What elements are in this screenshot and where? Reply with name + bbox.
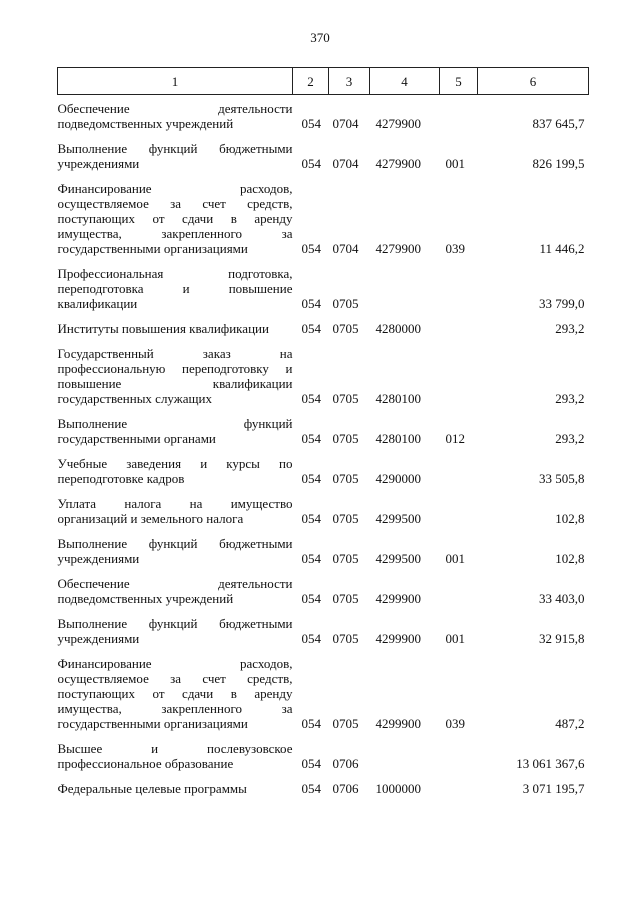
row-target-item-code: 4279900 bbox=[375, 156, 421, 171]
row-name-line: Обеспечение деятельности bbox=[57, 576, 293, 591]
row-expense-type-code: 039 bbox=[445, 716, 465, 731]
row-name bbox=[58, 566, 293, 606]
row-name bbox=[58, 171, 293, 256]
table-row bbox=[58, 486, 589, 526]
column-header-4: 4 bbox=[370, 68, 440, 95]
row-gr-code: 054 bbox=[301, 471, 321, 486]
row-name-line: государственными органами bbox=[57, 431, 216, 446]
row-expense-type-code bbox=[440, 311, 478, 336]
row-name-line: Институты повышения квалификации bbox=[57, 321, 269, 336]
row-section-code: 0705 bbox=[332, 391, 359, 406]
row-target-item-code: 4280000 bbox=[375, 321, 421, 336]
row-name bbox=[58, 311, 293, 336]
row-name-line: организаций и земельного налога bbox=[57, 511, 244, 526]
row-name-line: учреждениями bbox=[57, 551, 140, 566]
row-name bbox=[58, 606, 293, 646]
row-gr-code: 054 bbox=[301, 321, 321, 336]
row-gr-code: 054 bbox=[301, 781, 321, 796]
row-section-code: 0705 bbox=[332, 551, 359, 566]
table-row bbox=[58, 406, 589, 446]
row-name bbox=[58, 771, 293, 796]
row-section-code: 0705 bbox=[332, 631, 359, 646]
table-body bbox=[58, 95, 589, 797]
row-amount: 487,2 bbox=[555, 716, 585, 731]
row-gr-code: 054 bbox=[301, 631, 321, 646]
row-name bbox=[58, 446, 293, 486]
row-target-item-code: 4279900 bbox=[375, 116, 421, 131]
row-target-item-code bbox=[370, 256, 440, 311]
table-row bbox=[58, 566, 589, 606]
row-name-line: квалификации bbox=[57, 296, 138, 311]
table-header-row bbox=[58, 68, 589, 95]
row-section-code: 0705 bbox=[332, 471, 359, 486]
table-row bbox=[58, 171, 589, 256]
table-row bbox=[58, 646, 589, 731]
row-name-line: Финансирование расходов, bbox=[57, 656, 293, 671]
row-expense-type-code bbox=[440, 771, 478, 796]
row-amount: 293,2 bbox=[555, 391, 585, 406]
row-amount: 33 403,0 bbox=[539, 591, 585, 606]
row-name bbox=[58, 256, 293, 311]
row-gr-code: 054 bbox=[301, 241, 321, 256]
row-amount: 3 071 195,7 bbox=[522, 781, 585, 796]
row-name-line: государственными организациями bbox=[57, 716, 248, 731]
table-row bbox=[58, 311, 589, 336]
row-name bbox=[58, 95, 293, 132]
row-expense-type-code: 001 bbox=[445, 156, 465, 171]
row-name-line: поступающих от сдачи в аренду bbox=[57, 211, 293, 226]
row-section-code: 0706 bbox=[332, 756, 359, 771]
page-number: 370 bbox=[310, 30, 330, 45]
row-name bbox=[58, 336, 293, 406]
row-expense-type-code bbox=[440, 566, 478, 606]
row-amount: 33 505,8 bbox=[539, 471, 585, 486]
row-expense-type-code: 039 bbox=[445, 241, 465, 256]
row-expense-type-code bbox=[440, 336, 478, 406]
row-name-line: Федеральные целевые программы bbox=[57, 781, 247, 796]
row-expense-type-code: 001 bbox=[445, 631, 465, 646]
row-expense-type-code bbox=[440, 731, 478, 771]
table-row bbox=[58, 336, 589, 406]
row-gr-code: 054 bbox=[301, 391, 321, 406]
row-name-line: Уплата налога на имущество bbox=[57, 496, 293, 511]
row-name-line: повышение квалификации bbox=[57, 376, 293, 391]
column-header-1: 1 bbox=[58, 68, 293, 95]
row-amount: 826 199,5 bbox=[532, 156, 585, 171]
row-name-line: Выполнение функций бюджетными bbox=[57, 141, 293, 156]
row-name-line: учреждениями bbox=[57, 631, 140, 646]
row-expense-type-code bbox=[440, 486, 478, 526]
row-section-code: 0704 bbox=[332, 241, 359, 256]
column-header-3: 3 bbox=[329, 68, 370, 95]
row-section-code: 0705 bbox=[332, 296, 359, 311]
row-name-line: профессиональную переподготовку и bbox=[57, 361, 293, 376]
table-row bbox=[58, 606, 589, 646]
row-target-item-code: 4299500 bbox=[375, 511, 421, 526]
row-name bbox=[58, 131, 293, 171]
row-gr-code: 054 bbox=[301, 756, 321, 771]
row-name-line: Высшее и послевузовское bbox=[57, 741, 293, 756]
row-name-line: переподготовке кадров bbox=[57, 471, 185, 486]
row-section-code: 0704 bbox=[332, 116, 359, 131]
table-row bbox=[58, 256, 589, 311]
row-name-line: Финансирование расходов, bbox=[57, 181, 293, 196]
row-name-line: осуществляемое за счет средств, bbox=[57, 196, 293, 211]
row-name-line: государственных служащих bbox=[57, 391, 212, 406]
row-amount: 13 061 367,6 bbox=[516, 756, 585, 771]
row-name bbox=[58, 526, 293, 566]
row-target-item-code: 4299900 bbox=[375, 631, 421, 646]
table-row bbox=[58, 731, 589, 771]
column-header-2: 2 bbox=[293, 68, 329, 95]
column-header-5: 5 bbox=[440, 68, 478, 95]
row-gr-code: 054 bbox=[301, 116, 321, 131]
row-expense-type-code bbox=[440, 446, 478, 486]
column-header-6: 6 bbox=[478, 68, 589, 95]
row-name-line: имущества, закрепленного за bbox=[57, 701, 293, 716]
row-target-item-code: 4280100 bbox=[375, 391, 421, 406]
row-name-line: профессиональное образование bbox=[57, 756, 234, 771]
row-section-code: 0705 bbox=[332, 511, 359, 526]
row-expense-type-code: 001 bbox=[445, 551, 465, 566]
row-name-line: учреждениями bbox=[57, 156, 140, 171]
row-expense-type-code: 012 bbox=[445, 431, 465, 446]
row-amount: 11 446,2 bbox=[539, 241, 585, 256]
row-amount: 293,2 bbox=[555, 321, 585, 336]
row-amount: 102,8 bbox=[555, 551, 585, 566]
row-section-code: 0705 bbox=[332, 591, 359, 606]
row-target-item-code: 4280100 bbox=[375, 431, 421, 446]
row-name bbox=[58, 731, 293, 771]
row-name bbox=[58, 646, 293, 731]
row-amount: 837 645,7 bbox=[532, 116, 585, 131]
row-name-line: переподготовка и повышение bbox=[57, 281, 293, 296]
row-name-line: осуществляемое за счет средств, bbox=[57, 671, 293, 686]
row-amount: 32 915,8 bbox=[539, 631, 585, 646]
row-target-item-code: 4299900 bbox=[375, 716, 421, 731]
table-row bbox=[58, 446, 589, 486]
row-target-item-code: 1000000 bbox=[375, 781, 421, 796]
row-name-line: государственными организациями bbox=[57, 241, 248, 256]
row-target-item-code bbox=[370, 731, 440, 771]
row-name bbox=[58, 486, 293, 526]
row-section-code: 0705 bbox=[332, 716, 359, 731]
row-gr-code: 054 bbox=[301, 716, 321, 731]
row-gr-code: 054 bbox=[301, 551, 321, 566]
table-row bbox=[58, 95, 589, 132]
row-name-line: Выполнение функций bbox=[57, 416, 293, 431]
row-target-item-code: 4290000 bbox=[375, 471, 421, 486]
row-name-line: Выполнение функций бюджетными bbox=[57, 616, 293, 631]
row-amount: 293,2 bbox=[555, 431, 585, 446]
table-row bbox=[58, 526, 589, 566]
row-name bbox=[58, 406, 293, 446]
row-target-item-code: 4299500 bbox=[375, 551, 421, 566]
row-section-code: 0704 bbox=[332, 156, 359, 171]
row-name-line: подведомственных учреждений bbox=[57, 116, 234, 131]
row-name-line: Обеспечение деятельности bbox=[57, 101, 293, 116]
row-expense-type-code bbox=[440, 256, 478, 311]
row-section-code: 0705 bbox=[332, 321, 359, 336]
row-name-line: имущества, закрепленного за bbox=[57, 226, 293, 241]
budget-table bbox=[57, 67, 589, 796]
row-gr-code: 054 bbox=[301, 431, 321, 446]
row-name-line: Государственный заказ на bbox=[57, 346, 293, 361]
row-name-line: поступающих от сдачи в аренду bbox=[57, 686, 293, 701]
row-target-item-code: 4299900 bbox=[375, 591, 421, 606]
row-name-line: Учебные заведения и курсы по bbox=[57, 456, 293, 471]
row-name-line: подведомственных учреждений bbox=[57, 591, 234, 606]
table-row bbox=[58, 131, 589, 171]
row-expense-type-code bbox=[440, 95, 478, 132]
row-section-code: 0706 bbox=[332, 781, 359, 796]
row-gr-code: 054 bbox=[301, 591, 321, 606]
row-name-line: Профессиональная подготовка, bbox=[57, 266, 293, 281]
row-gr-code: 054 bbox=[301, 156, 321, 171]
row-name-line: Выполнение функций бюджетными bbox=[57, 536, 293, 551]
row-gr-code: 054 bbox=[301, 511, 321, 526]
row-section-code: 0705 bbox=[332, 431, 359, 446]
row-amount: 102,8 bbox=[555, 511, 585, 526]
table-row bbox=[58, 771, 589, 796]
row-target-item-code: 4279900 bbox=[375, 241, 421, 256]
row-amount: 33 799,0 bbox=[539, 296, 585, 311]
row-gr-code: 054 bbox=[301, 296, 321, 311]
